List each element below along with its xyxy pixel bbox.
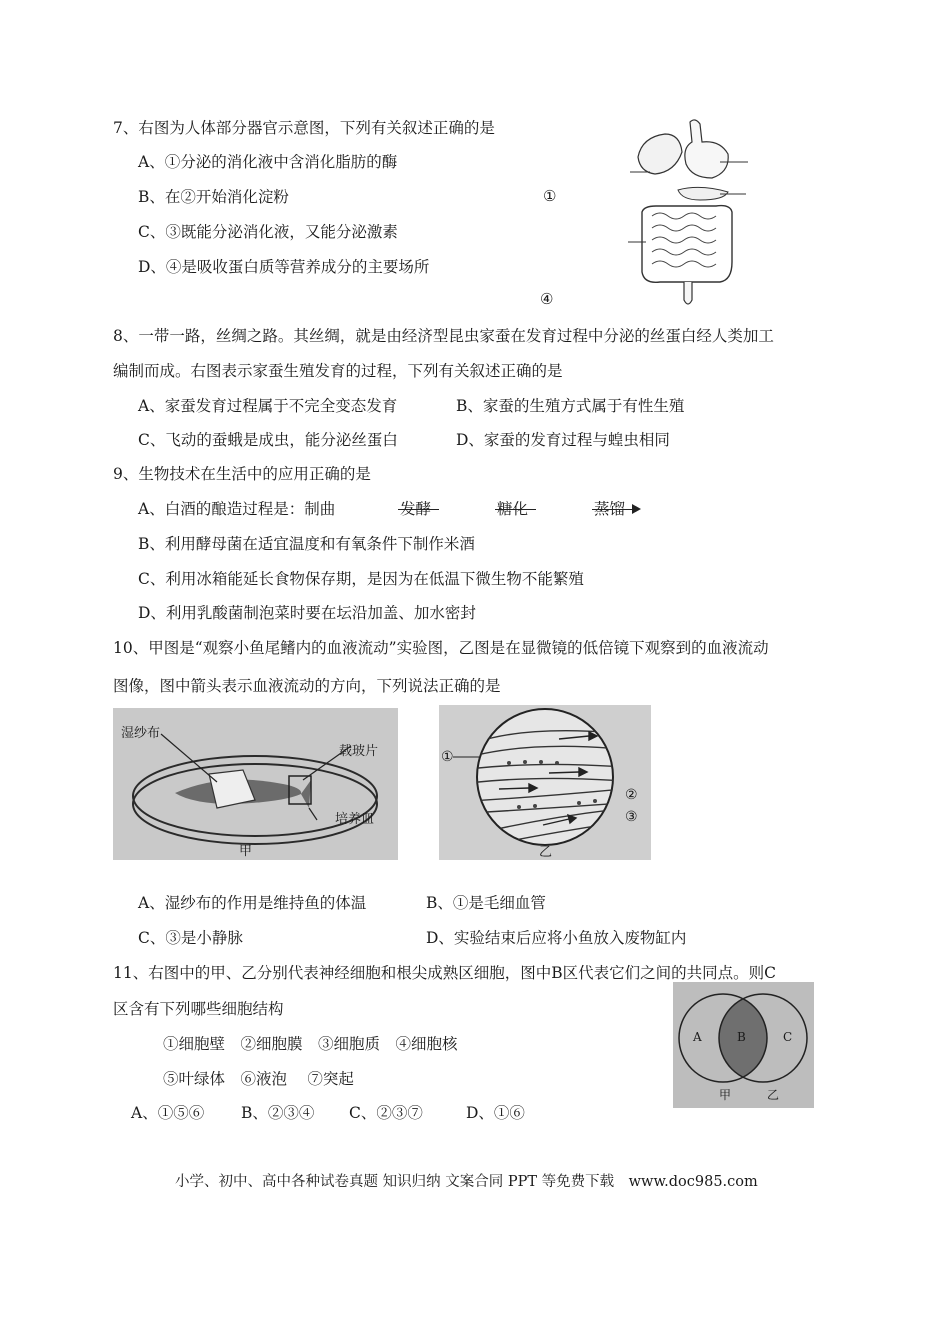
q10-option-c: C、③是小静脉 [138,929,243,947]
venn-circles [673,982,814,1108]
caption-jia: 甲 [239,844,253,859]
venn-label-c: C [783,1030,793,1044]
venn-label-b: B [737,1030,746,1044]
label-dish: 培养皿 [335,812,375,827]
q9-option-d: D、利用乳酸菌制泡菜时要在坛沿加盖、加水密封 [138,604,476,622]
venn-label-jia: 甲 [719,1088,732,1102]
q9-option-b: B、利用酵母菌在适宜温度和有氧条件下制作米酒 [138,535,475,553]
q9-step-1: 发酵 [400,500,432,518]
blood-flow-figure [439,705,651,860]
label-vessel-2: ② [625,787,638,803]
q11-option-b: B、②③④ [241,1104,315,1122]
q8-option-d: D、家蚕的发育过程与蝗虫相同 [456,431,670,449]
venn-diagram-figure [673,982,814,1108]
q8-option-b: B、家蚕的生殖方式属于有性生殖 [456,397,685,415]
q9-step-2: 糖化 [497,500,529,518]
label-slide: 载玻片 [339,744,379,759]
caption-yi: 乙 [539,845,553,860]
label-vessel-3: ③ [625,809,638,825]
q10-stem-line1: 10、甲图是“观察小鱼尾鳍内的血液流动”实验图，乙图是在显微镜的低倍镜下观察到的血液流动 [113,639,769,657]
label-gauze: 湿纱布 [121,726,161,741]
q11-option-d: D、①⑥ [466,1104,525,1122]
q9-process-steps [400,499,665,519]
blood-flow-drawing [439,705,651,860]
q11-stem-line2: 区含有下列哪些细胞结构 [113,1000,284,1018]
q7-option-d: D、④是吸收蛋白质等营养成分的主要场所 [138,258,430,276]
q8-option-c: C、飞动的蚕蛾是成虫，能分泌丝蛋白 [138,431,398,449]
q7-option-b: B、在②开始消化淀粉 [138,188,289,206]
q10-stem-line2: 图像，图中箭头表示血液流动的方向，下列说法正确的是 [113,677,501,695]
q7-option-a: A、①分泌的消化液中含消化脂肪的酶 [138,153,398,171]
digestive-organs-figure [620,112,750,312]
organ-label-1: ① [543,187,557,205]
q10-option-a: A、湿纱布的作用是维持鱼的体温 [138,894,367,912]
q8-stem-line2: 编制而成。右图表示家蚕生殖发育的过程，下列有关叙述正确的是 [113,362,563,380]
fish-experiment-figure [113,708,398,860]
organ-label-4: ④ [540,290,554,308]
q9-stem: 9、生物技术在生活中的应用正确的是 [113,465,371,483]
q9-option-a-prefix: A、白酒的酿造过程是：制曲 [138,500,336,518]
venn-label-yi: 乙 [767,1088,780,1102]
label-vessel-1: ① [441,749,454,765]
q8-stem-line1: 8、一带一路，丝绸之路。其丝绸，就是由经济型昆虫家蚕在发育过程中分泌的丝蛋白经人类加工 [113,327,774,345]
q9-step-3: 蒸馏 [594,500,626,518]
q11-stem-line1: 11、右图中的甲、乙分别代表神经细胞和根尖成熟区细胞，图中B区代表它们之间的共同点。则C [113,964,776,982]
q10-option-b: B、①是毛细血管 [426,894,546,912]
q7-stem: 7、右图为人体部分器官示意图，下列有关叙述正确的是 [113,119,495,137]
q11-items-line2: ⑤叶绿体 ⑥液泡 ⑦突起 [163,1070,354,1088]
q11-option-c: C、②③⑦ [349,1104,423,1122]
venn-label-a: A [693,1030,702,1044]
q10-option-d: D、实验结束后应将小鱼放入废物缸内 [426,929,687,947]
q8-option-a: A、家蚕发育过程属于不完全变态发育 [138,397,398,415]
q9-option-c: C、利用冰箱能延长食物保存期，是因为在低温下微生物不能繁殖 [138,570,584,588]
page-footer: 小学、初中、高中各种试卷真题 知识归纳 文案合同 PPT 等免费下载 www.doc985.com [175,1174,758,1190]
q7-option-c: C、③既能分泌消化液，又能分泌激素 [138,223,398,241]
q11-option-a: A、①⑤⑥ [131,1104,205,1122]
q11-items-line1: ①细胞壁 ②细胞膜 ③细胞质 ④细胞核 [163,1035,458,1053]
